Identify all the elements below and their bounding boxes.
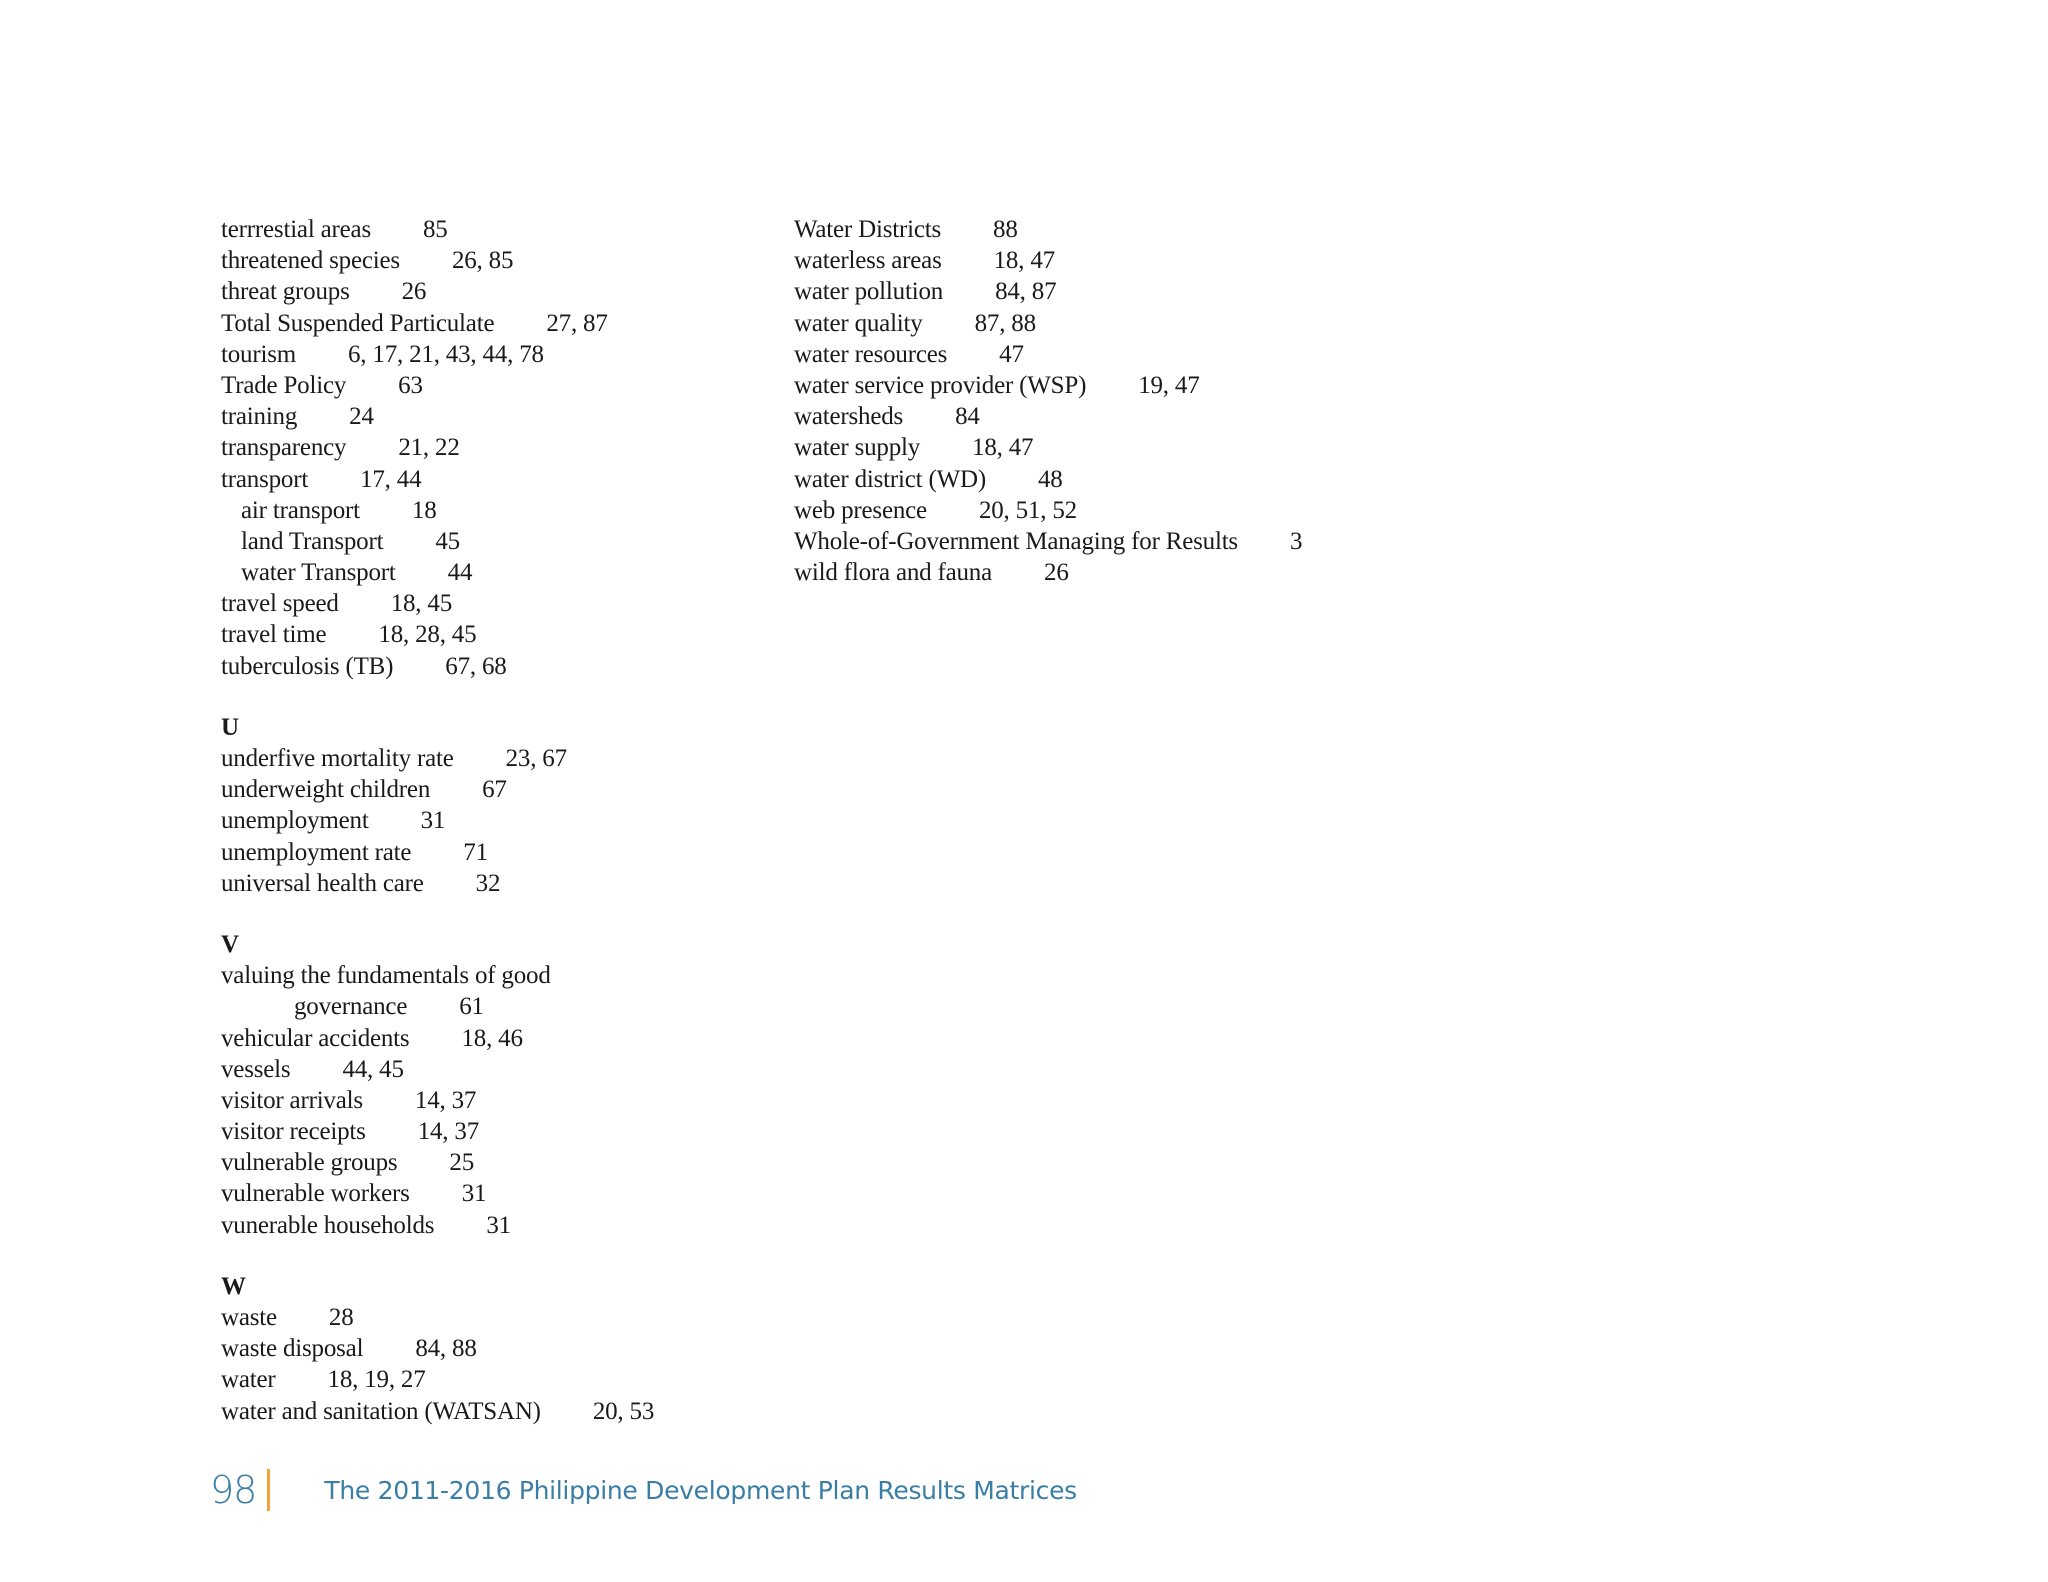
index-page-refs: 20, 51, 52 [978,496,1077,524]
index-term: water pollution [794,278,944,306]
index-entry [221,1364,781,1395]
index-page-refs: 45 [435,527,460,555]
index-entry [794,557,1594,588]
index-entry [221,214,781,245]
index-term: vunerable households [221,1211,435,1239]
index-term: water quality [794,309,923,337]
index-page-refs: 18, 47 [972,434,1034,462]
index-page-refs: 28 [328,1304,354,1331]
index-term: vulnerable workers [221,1180,410,1208]
index-entry [221,1333,781,1364]
index-term: water resources [794,340,948,368]
index-entry [221,464,781,495]
index-page-refs: 14, 37 [414,1086,477,1114]
index-page-refs: 88 [993,216,1018,243]
index-page-refs: 25 [449,1149,475,1177]
index-entry [221,743,781,774]
index-entry [221,1116,781,1147]
index-term: tourism [221,340,296,368]
index-term: transport [221,465,309,493]
index-column-left [221,214,781,1427]
index-subentry [221,557,781,588]
index-page-refs: 71 [463,838,488,866]
index-entry [221,308,781,339]
index-entry [221,991,781,1022]
index-entry [221,619,781,650]
index-page-refs: 84 [955,403,980,431]
index-term: visitor arrivals [221,1086,363,1114]
index-term: universal health care [221,869,424,897]
index-term: unemployment [221,807,369,835]
index-term: wild flora and fauna [794,559,993,587]
index-term: water Transport [241,559,396,587]
index-term: Water Districts [794,216,942,243]
index-term: water [221,1366,276,1394]
index-entry [794,432,1594,463]
index-section-letter: W [221,1272,246,1300]
index-entry [221,1147,781,1178]
index-page-refs: 47 [999,340,1024,368]
index-entry [221,339,781,370]
index-entry [221,370,781,401]
index-term: web presence [794,496,927,524]
index-term: threat groups [221,278,350,306]
index-entry [794,495,1594,526]
index-page-refs: 26 [401,278,427,306]
index-term: watersheds [794,403,904,431]
index-page-refs: 18 [411,496,437,524]
index-entry [221,868,781,899]
index-page-refs: 31 [420,807,446,835]
index-page-refs: 3 [1289,527,1303,555]
index-entry [221,276,781,307]
index-term: water and sanitation (WATSAN) [221,1397,541,1425]
index-page-refs: 44, 45 [342,1055,404,1083]
index-page-refs: 19, 47 [1138,371,1200,399]
index-page-refs: 84, 88 [415,1335,477,1363]
index-entry [221,774,781,805]
index-entry [794,370,1594,401]
index-page-refs: 32 [475,869,501,897]
index-term: Whole-of-Government Managing for Results [794,527,1238,555]
index-term: terrrestial areas [221,216,371,243]
index-page-refs: 18, 45 [390,590,452,618]
index-term: Total Suspended Particulate [221,309,495,337]
index-entry [221,1302,781,1333]
index-entry [221,651,781,682]
index-entry [221,588,781,619]
index-page-refs: 26, 85 [451,247,514,275]
index-page-refs: 31 [461,1180,487,1208]
index-entry [794,276,1594,307]
index-entry [221,1210,781,1241]
footer-divider [267,1469,270,1511]
index-page-refs: 24 [349,403,374,431]
index-term: vehicular accidents [221,1024,410,1052]
index-page-refs: 67 [482,776,507,804]
index-page-refs: 17, 44 [360,465,422,493]
index-page-refs: 87, 88 [974,309,1036,337]
index-section-letter: U [221,713,240,741]
index-page-refs: 26 [1044,559,1069,587]
index-page-refs: 67, 68 [445,652,507,680]
index-term: air transport [241,496,360,524]
index-term: water service provider (WSP) [794,371,1087,399]
index-page-refs: 18, 19, 27 [327,1366,426,1394]
index-entry [221,1178,781,1209]
index-term: land Transport [241,527,384,555]
index-page-refs: 21, 22 [398,434,460,462]
index-term: water district (WD) [794,465,986,493]
index-term: vessels [221,1055,291,1083]
index-term: training [221,403,298,431]
index-entry [794,308,1594,339]
index-term: waste [221,1304,277,1331]
index-entry [221,432,781,463]
index-page-refs: 20, 53 [592,1397,655,1425]
index-page-refs: 48 [1037,465,1063,493]
index-term: waterless areas [794,247,942,275]
index-page-refs: 85 [422,216,448,243]
index-page-refs: 31 [486,1211,511,1239]
index-term: transparency [221,434,347,462]
index-term: threatened species [221,247,400,275]
document-title: The 2011-2016 Philippine Development Plan Results Matrices [324,1475,1077,1505]
index-entry [794,339,1594,370]
index-term: waste disposal [221,1335,364,1363]
index-entry [221,1396,781,1427]
index-term: Trade Policy [221,371,347,399]
index-term: vulnerable groups [221,1149,398,1177]
index-page-refs: 18, 47 [993,247,1055,275]
index-page-refs: 61 [459,993,484,1021]
index-page-refs: 44 [447,559,473,587]
index-column-right [794,214,1594,588]
index-page-refs: 23, 67 [505,745,567,772]
index-term: valuing the fundamentals of good [221,962,551,990]
index-page-refs: 6, 17, 21, 43, 44, 78 [348,340,544,368]
index-entry [221,1085,781,1116]
index-page-refs: 27, 87 [546,309,608,337]
index-term: travel time [221,621,327,649]
index-term: underweight children [221,776,431,804]
index-entry [221,401,781,432]
page-number: 98 [210,1468,257,1512]
index-entry [794,401,1594,432]
index-subentry [221,526,781,557]
index-entry [794,214,1594,245]
index-page-refs: 18, 46 [461,1024,523,1052]
index-page-refs: 84, 87 [995,278,1057,306]
index-term: unemployment rate [221,838,412,866]
page-footer [210,1466,1077,1514]
index-entry [794,245,1594,276]
index-term: visitor receipts [221,1118,366,1146]
index-entry [221,1054,781,1085]
index-section-letter: V [221,930,240,958]
index-entry [221,960,781,991]
index-page-refs: 14, 37 [417,1118,479,1146]
index-page-refs: 63 [398,371,423,399]
index-term: underfive mortality rate [221,745,454,772]
index-entry [221,245,781,276]
index-page-refs: 18, 28, 45 [378,621,477,649]
index-entry [221,837,781,868]
index-subentry [221,495,781,526]
index-term: travel speed [221,590,339,618]
index-term: water supply [794,434,921,462]
index-entry [221,805,781,836]
index-term: tuberculosis (TB) [221,652,394,680]
index-entry [794,464,1594,495]
index-term: governance [294,993,408,1021]
index-entry [794,526,1594,557]
index-entry [221,1023,781,1054]
